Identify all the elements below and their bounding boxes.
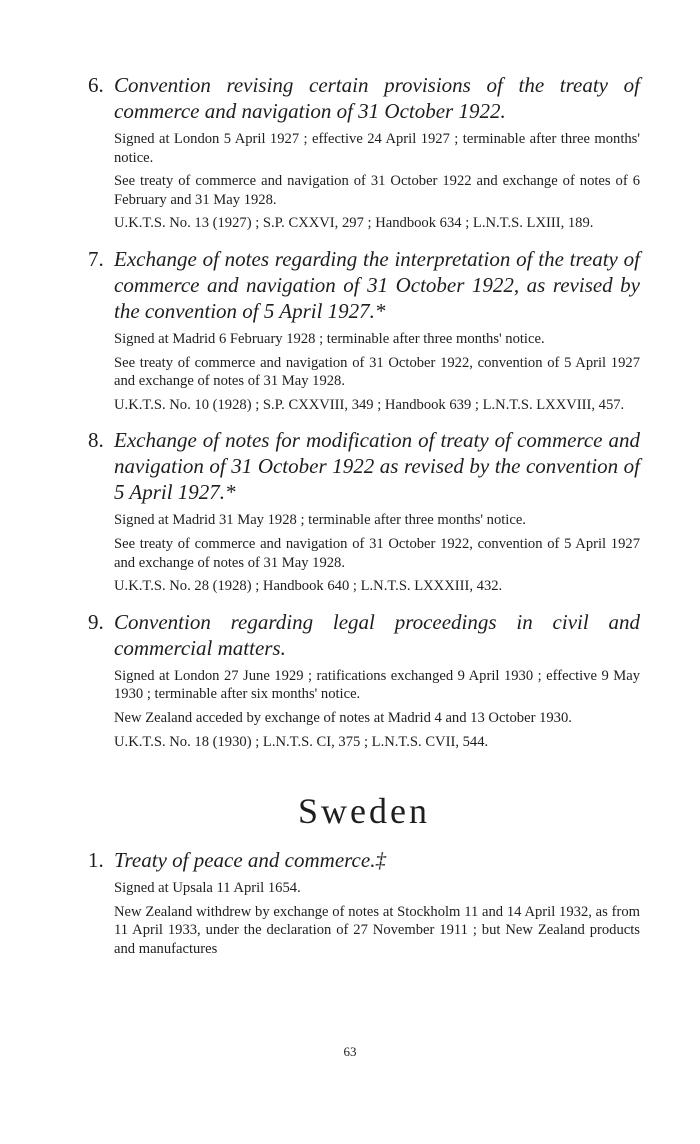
treaty-entry-7 — [88, 246, 640, 414]
treaty-entry-9 — [88, 609, 640, 751]
entry-paragraph: U.K.T.S. No. 13 (1927) ; S.P. CXXVI, 297 ; Handbook 634 ; L.N.T.S. LXIII, 189. — [114, 215, 594, 232]
treaty-entry-6 — [88, 72, 640, 233]
entry-paragraph: Signed at Upsala 11 April 1654. — [114, 880, 301, 897]
entry-paragraph: New Zealand withdrew by exchange of notes at Stockholm 11 and 14 April 1932, as from 11 April 1933, under the declaration of 27 November 1911 ; but New Zealand products and manufactures — [114, 903, 640, 957]
entry-paragraph: Signed at Madrid 6 February 1928 ; terminable after three months' notice. — [114, 330, 545, 347]
entry-title: Exchange of notes for modification of treaty of commerce and navigation of 31 October 1922 as revised by the convention of 5 April 1927.* — [114, 428, 640, 505]
entry-paragraph: See treaty of commerce and navigation of 31 October 1922 and exchange of notes of 6 February and 31 May 1928. — [114, 173, 640, 208]
page-number: 63 — [343, 1044, 357, 1059]
entry-title: Convention revising certain provisions of the treaty of commerce and navigation of 31 October 1922. — [114, 73, 640, 123]
entry-number: 9. — [88, 609, 104, 634]
entry-paragraph: New Zealand acceded by exchange of notes at Madrid 4 and 13 October 1930. — [114, 709, 572, 726]
entry-number: 8. — [88, 428, 104, 453]
entry-title: Treaty of peace and commerce.‡ — [114, 848, 386, 873]
entry-paragraph: Signed at London 27 June 1929 ; ratifications exchanged 9 April 1930 ; effective 9 May 1930 ; terminable after six months' notice. — [114, 667, 640, 703]
entry-title: Convention regarding legal proceedings in civil and commercial matters. — [114, 609, 640, 660]
entry-number: 7. — [88, 246, 104, 271]
entry-number: 1. — [88, 848, 104, 873]
entry-title: Exchange of notes regarding the interpretation of the treaty of commerce and navigation of 31 October 1922, as revised by the convention of 5 April 1927.* — [114, 246, 640, 323]
treaty-entry-8 — [88, 427, 640, 595]
section-heading: Sweden — [298, 791, 430, 832]
entry-paragraph: Signed at Madrid 31 May 1928 ; terminable after three months' notice. — [114, 512, 526, 529]
entry-paragraph: U.K.T.S. No. 18 (1930) ; L.N.T.S. CI, 375 ; L.N.T.S. CVII, 544. — [114, 733, 489, 750]
sweden-treaty-entry-1 — [88, 847, 640, 958]
entry-number: 6. — [88, 73, 104, 97]
entry-paragraph: Signed at London 5 April 1927 ; effective 24 April 1927 ; terminable after three months' notice. — [114, 131, 640, 166]
entry-paragraph: See treaty of commerce and navigation of 31 October 1922, convention of 5 April 1927 and exchange of notes of 31 May 1928. — [114, 535, 640, 571]
entry-paragraph: See treaty of commerce and navigation of 31 October 1922, convention of 5 April 1927 and exchange of notes of 31 May 1928. — [114, 354, 640, 390]
entry-paragraph: U.K.T.S. No. 28 (1928) ; Handbook 640 ; L.N.T.S. LXXXIII, 432. — [114, 578, 503, 595]
entry-paragraph: U.K.T.S. No. 10 (1928) ; S.P. CXXVIII, 349 ; Handbook 639 ; L.N.T.S. LXXVIII, 457. — [114, 396, 625, 413]
page-body — [88, 72, 640, 958]
